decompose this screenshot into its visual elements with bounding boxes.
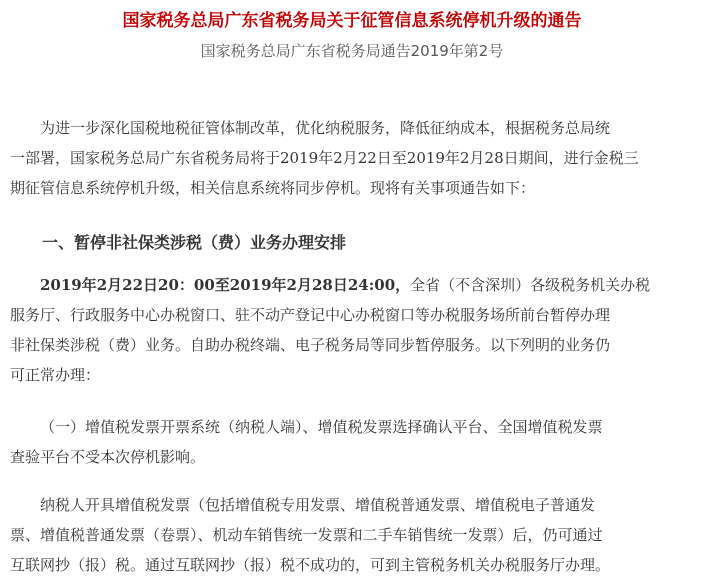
section1-heading: 一、暂停非社保类涉税（费）业务办理安排: [42, 233, 347, 252]
section1-paragraph: [10, 270, 694, 390]
intro-line: 期征管信息系统停机升级，相关信息系统将同步停机。现将有关事项通告如下：: [10, 179, 536, 197]
item1-line: 查验平台不受本次停机影响。: [10, 448, 206, 466]
item1-detail-line: 互联网抄（报）税。通过互联网抄（报）税不成功的，可到主管税务机关办税服务厅办理。: [10, 556, 611, 574]
intro-paragraph: [10, 113, 694, 203]
notice-subtitle: 国家税务总局广东省税务局通告2019年第2号: [200, 42, 504, 60]
section1-line: 可正常办理：: [10, 366, 101, 384]
item1-line: （一）增值税发票开票系统（纳税人端）、增值税发票选择确认平台、全国增值税发票: [40, 418, 603, 436]
section1-line: 非社保类涉税（费）业务。自助办税终端、电子税务局等同步暂停服务。以下列明的业务仍: [10, 336, 611, 354]
section1-line: 服务厅、行政服务中心办税窗口、驻不动产登记中心办税窗口等办税服务场所前台暂停办理: [10, 306, 611, 324]
section1-time-range: 2019年2月22日20：00至2019年2月28日24:00，: [40, 276, 411, 294]
item1-detail-line: 纳税人开具增值税发票（包括增值税专用发票、增值税普通发票、增值税电子普通发: [40, 496, 596, 514]
item1-detail-line: 票、增值税普通发票（卷票）、机动车销售统一发票和二手车销售统一发票）后，仍可通过: [10, 526, 603, 544]
intro-line: 一部署，国家税务总局广东省税务局将于2019年2月22日至2019年2月28日期间，进行金税三: [10, 149, 639, 167]
notice-title: 国家税务总局广东省税务局关于征管信息系统停机升级的通告: [122, 11, 582, 31]
item1-paragraph: [10, 412, 694, 472]
section1-line-text: 全省（不含深圳）各级税务机关办税: [410, 276, 651, 294]
section1-line: [10, 270, 694, 300]
intro-line: 为进一步深化国税地税征管体制改革，优化纳税服务，降低征纳成本，根据税务总局统: [40, 119, 611, 137]
item1-detail-paragraph: [10, 490, 694, 580]
